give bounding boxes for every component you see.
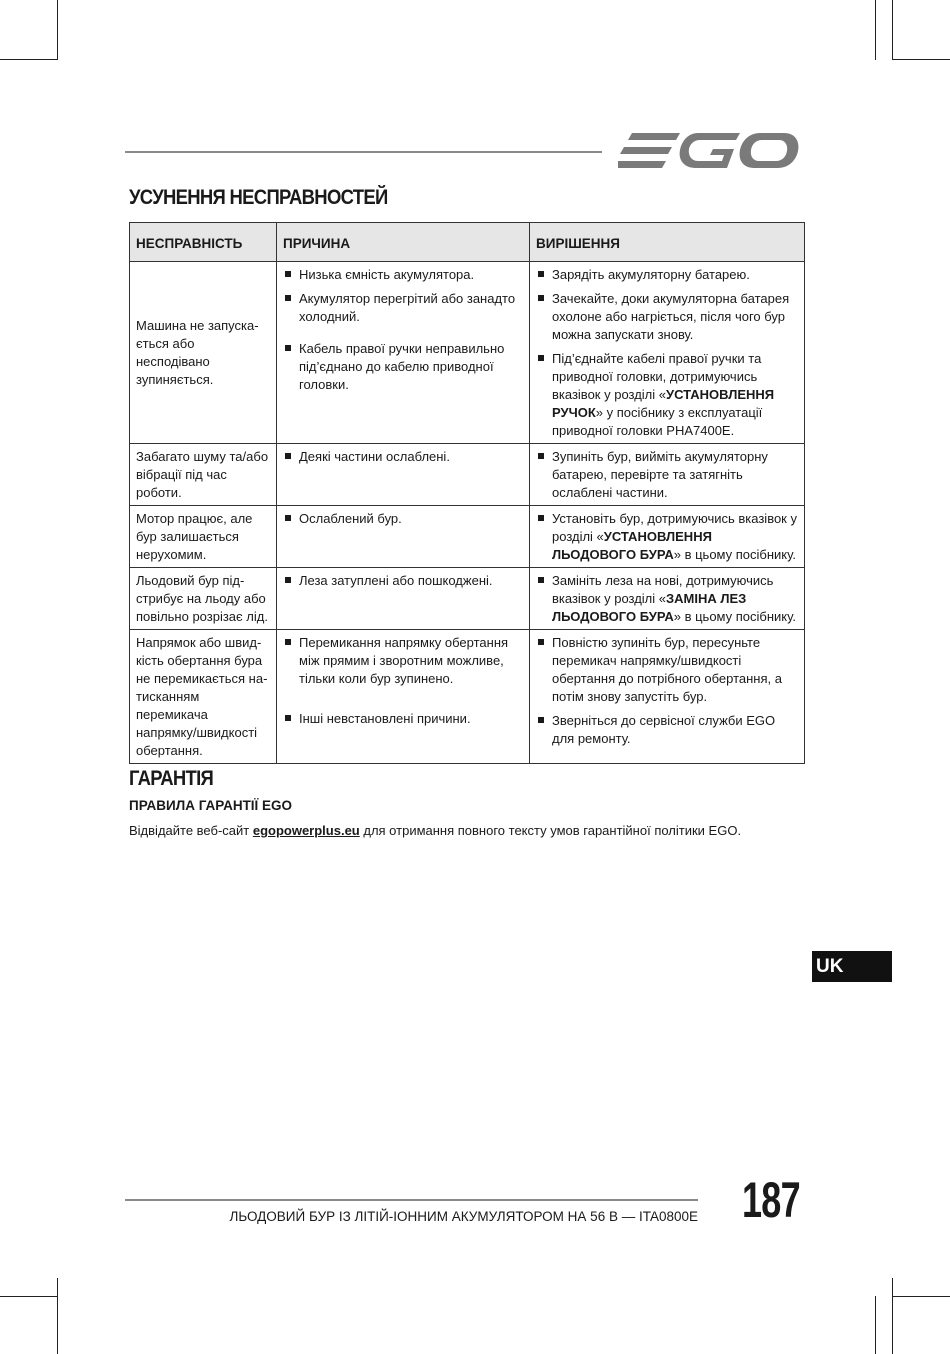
language-tab: UK: [812, 951, 892, 982]
solution-cell: [530, 506, 805, 568]
bullet-square-icon: [538, 271, 544, 277]
problem-cell: Напрямок або швид-кість обертання бура не перемикається на-тисканням перемикача напрямку/швидкості обертання.: [130, 630, 277, 764]
warranty-text: Відвідайте веб-сайт egopowerplus.eu для отримання повного тексту умов гарантійної політики EGO.: [129, 823, 742, 838]
bullet-square-icon: [285, 453, 291, 459]
bullet-square-icon: [538, 577, 544, 583]
column-header-problem: НЕСПРАВНІСТЬ: [130, 223, 277, 262]
table-header-row: [130, 223, 805, 262]
bullet-square-icon: [285, 715, 291, 721]
table-row: [130, 444, 805, 506]
cause-item: Інші невстановлені причини.: [283, 710, 524, 728]
cause-item: Ослаблений бур.: [283, 510, 524, 528]
crop-mark: [57, 0, 58, 60]
crop-mark: [57, 1278, 58, 1354]
bullet-square-icon: [538, 453, 544, 459]
table-row: [130, 568, 805, 630]
bullet-square-icon: [538, 515, 544, 521]
svg-text:EGO: EGO: [618, 131, 621, 132]
crop-mark: [875, 1296, 876, 1354]
cause-item: Низька ємність акумулятора.: [283, 266, 524, 284]
bullet-square-icon: [538, 717, 544, 723]
cause-cell: [277, 568, 530, 630]
crop-mark: [0, 1296, 58, 1297]
cause-cell: [277, 444, 530, 506]
cause-item: Деякі частини ослаблені.: [283, 448, 524, 466]
bullet-square-icon: [285, 345, 291, 351]
solution-item: Під’єднайте кабелі правої ручки та приводної головки, дотримуючись вказівок у розділі «УСТАНОВЛЕННЯ РУЧОК» у посібнику з експлуатації приводної головки PHA7400E.: [536, 350, 799, 440]
crop-mark: [875, 0, 876, 60]
solution-item: Зачекайте, доки акумуляторна батарея охолоне або нагріється, після чого бур можна запускати знову.: [536, 290, 799, 344]
solution-item: Повністю зупиніть бур, пересуньте перемикач напрямку/швидкості обертання до потрібного обертання, а потім знову запустіть бур.: [536, 634, 799, 706]
cause-cell: [277, 630, 530, 764]
cause-item: Перемикання напрямку обертання між прямим і зворотним можливе, тільки коли бур зупинено.: [283, 634, 524, 688]
solution-item: Зупиніть бур, вийміть акумуляторну батарею, перевірте та затягніть ослаблені частини.: [536, 448, 799, 502]
solution-item: Замініть леза на нові, дотримуючись вказівок у розділі «ЗАМІНА ЛЕЗ ЛЬОДОВОГО БУРА» в цьому посібнику.: [536, 572, 799, 626]
bullet-square-icon: [538, 639, 544, 645]
cause-item: Леза затуплені або пошкоджені.: [283, 572, 524, 590]
bullet-square-icon: [538, 295, 544, 301]
table-row: [130, 630, 805, 764]
problem-cell: Забагато шуму та/або вібрації під час роботи.: [130, 444, 277, 506]
cause-cell: [277, 506, 530, 568]
table-row: [130, 506, 805, 568]
problem-cell: Мотор працює, але бур залишається нерухомим.: [130, 506, 277, 568]
solution-cell: [530, 630, 805, 764]
cause-cell: [277, 262, 530, 444]
bullet-square-icon: [285, 271, 291, 277]
crop-mark: [892, 0, 893, 60]
crop-mark: [892, 59, 950, 60]
bullet-square-icon: [538, 355, 544, 361]
table-row: [130, 262, 805, 444]
column-header-cause: ПРИЧИНА: [277, 223, 530, 262]
solution-item: Установіть бур, дотримуючись вказівок у розділі «УСТАНОВЛЕННЯ ЛЬОДОВОГО БУРА» в цьому посібнику.: [536, 510, 799, 564]
solution-cell: [530, 262, 805, 444]
troubleshooting-table: [129, 222, 805, 764]
header-rule: [125, 151, 602, 153]
problem-cell: Машина не запуска-ється або несподівано зупиняється.: [130, 262, 277, 444]
crop-mark: [0, 59, 58, 60]
website-link[interactable]: egopowerplus.eu: [252, 823, 360, 838]
cause-item: Акумулятор перегрітий або занадто холодний.: [283, 290, 524, 326]
solution-item: Зарядіть акумуляторну батарею.: [536, 266, 799, 284]
troubleshooting-title: УСУНЕННЯ НЕСПРАВНОСТЕЙ: [129, 186, 388, 209]
problem-cell: Льодовий бур під-стрибує на льоду або повільно розрізає лід.: [130, 568, 277, 630]
crop-mark: [892, 1278, 893, 1354]
footer-text: ЛЬОДОВИЙ БУР ІЗ ЛІТІЙ-ІОННИМ АКУМУЛЯТОРОМ НА 56 В — ITA0800E: [229, 1209, 698, 1224]
cause-item: Кабель правої ручки неправильно під’єднано до кабелю приводної головки.: [283, 340, 524, 394]
bullet-square-icon: [285, 577, 291, 583]
warranty-subtitle: ПРАВИЛА ГАРАНТІЇ EGO: [129, 798, 293, 813]
footer-rule: [125, 1199, 698, 1201]
warranty-title: ГАРАНТІЯ: [129, 767, 214, 790]
solution-cell: [530, 568, 805, 630]
bullet-square-icon: [285, 295, 291, 301]
ego-logo: [618, 131, 800, 171]
solution-item: Зверніться до сервісної служби EGO для ремонту.: [536, 712, 799, 748]
bullet-square-icon: [285, 515, 291, 521]
bullet-square-icon: [285, 639, 291, 645]
crop-mark: [892, 1296, 950, 1297]
column-header-solution: ВИРІШЕННЯ: [530, 223, 805, 262]
solution-cell: [530, 444, 805, 506]
page-number: 187: [742, 1172, 800, 1228]
